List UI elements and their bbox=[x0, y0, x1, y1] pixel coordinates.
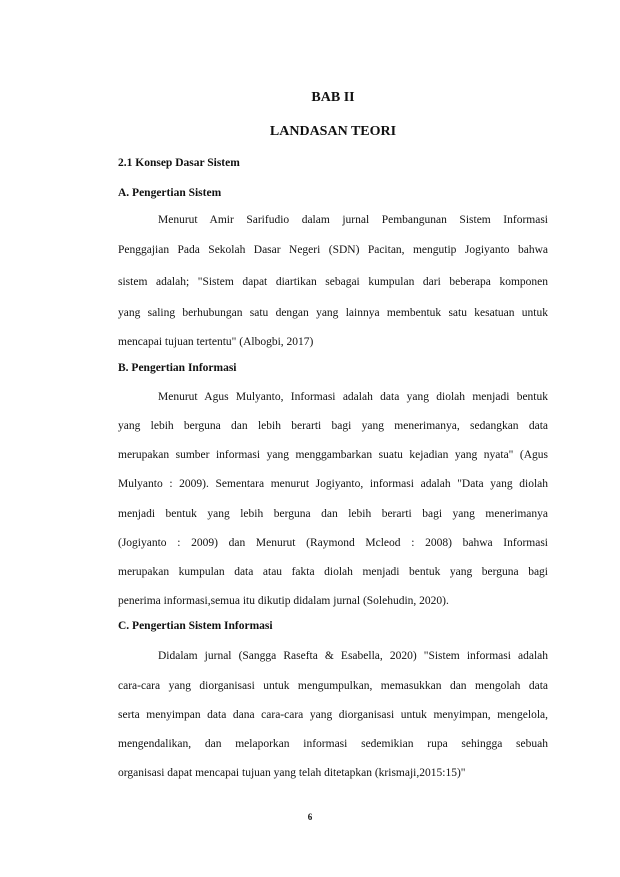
subsection-heading-a: A. Pengertian Sistem bbox=[118, 187, 222, 199]
paragraph-line: merupakan sumber informasi yang menggambarkan suatu kejadian yang nyata" (Agus bbox=[118, 449, 548, 461]
paragraph-line: merupakan kumpulan data atau fakta diolah menjadi bentuk yang berguna bagi bbox=[118, 566, 548, 578]
paragraph-line: sistem adalah; "Sistem dapat diartikan sebagai kumpulan dari beberapa komponen bbox=[118, 276, 548, 288]
paragraph-line: yang lebih berguna dan lebih berarti bagi yang menerimanya, sedangkan data bbox=[118, 420, 548, 432]
paragraph-line: serta menyimpan data dana cara-cara yang diorganisasi untuk menyimpan, mengelola, bbox=[118, 709, 548, 721]
paragraph-line: organisasi dapat mencapai tujuan yang telah ditetapkan (krismaji,2015:15)" bbox=[118, 767, 466, 779]
paragraph-line: Didalam jurnal (Sangga Rasefta & Esabella, 2020) "Sistem informasi adalah bbox=[158, 650, 548, 662]
paragraph-line: mengendalikan, dan melaporkan informasi sedemikian rupa sehingga sebuah bbox=[118, 738, 548, 750]
chapter-label: BAB II bbox=[311, 90, 355, 105]
paragraph-line: menjadi bentuk yang lebih berguna dan lebih berarti bagi yang menerimanya bbox=[118, 508, 548, 520]
chapter-title: LANDASAN TEORI bbox=[269, 124, 397, 139]
paragraph-line: Menurut Amir Sarifudio dalam jurnal Pembangunan Sistem Informasi bbox=[158, 214, 548, 226]
subsection-heading-c: C. Pengertian Sistem Informasi bbox=[118, 620, 273, 632]
paragraph-line: Penggajian Pada Sekolah Dasar Negeri (SDN) Pacitan, mengutip Jogiyanto bahwa bbox=[118, 244, 548, 256]
section-heading: 2.1 Konsep Dasar Sistem bbox=[118, 157, 240, 169]
paragraph-line: penerima informasi,semua itu dikutip didalam jurnal (Solehudin, 2020). bbox=[118, 595, 449, 607]
paragraph-line: Menurut Agus Mulyanto, Informasi adalah data yang diolah menjadi bentuk bbox=[158, 391, 548, 403]
paragraph-line: Mulyanto : 2009). Sementara menurut Jogiyanto, informasi adalah "Data yang diolah bbox=[118, 478, 548, 490]
paragraph-line: yang saling berhubungan satu dengan yang lainnya membentuk satu kesatuan untuk bbox=[118, 307, 548, 319]
paragraph-line: (Jogiyanto : 2009) dan Menurut (Raymond Mcleod : 2008) bahwa Informasi bbox=[118, 537, 548, 549]
paragraph-line: cara-cara yang diorganisasi untuk mengumpulkan, memasukkan dan mengolah data bbox=[118, 680, 548, 692]
paragraph-line: mencapai tujuan tertentu" (Albogbi, 2017) bbox=[118, 336, 314, 348]
page-number: 6 bbox=[307, 812, 313, 822]
subsection-heading-b: B. Pengertian Informasi bbox=[118, 362, 237, 374]
